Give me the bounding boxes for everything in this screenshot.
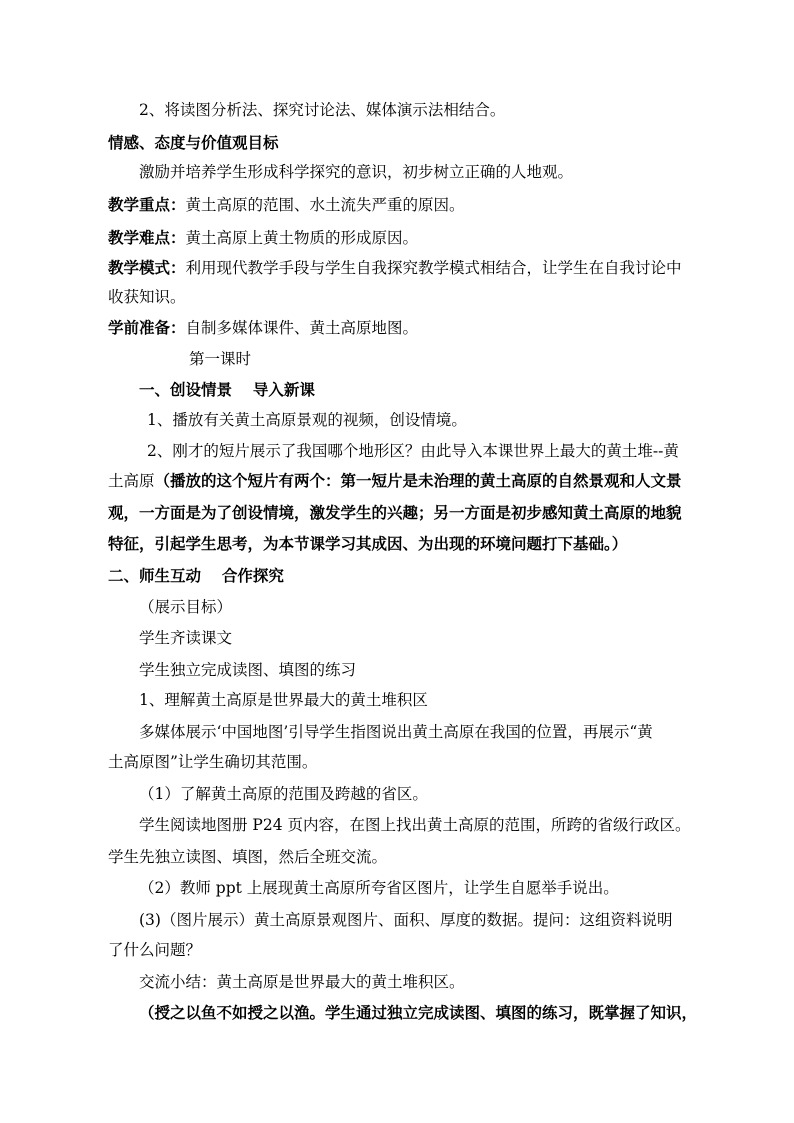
- preparation-label: 学前准备：: [108, 318, 186, 337]
- step-1: 1、播放有关黄土高原景观的视频，创设情境。: [147, 411, 467, 429]
- atlas-reading: 学生阅读地图册 P24 页内容，在图上找出黄土高原的范围，所跨的省级行政区。: [139, 816, 691, 834]
- teaching-difficulty-text: 黄土高原上黄土物质的形成原因。: [185, 229, 419, 247]
- step-2-cont: [108, 471, 708, 491]
- sub-point-1: （1）了解黄土高原的范围及跨越的省区。: [139, 785, 428, 803]
- section-heading-1: 一、创设情景 导入新课: [139, 380, 315, 399]
- step-2-note-cont-2: 特征，引起学生思考，为本节课学习其成因、为出现的环境问题打下基础。）: [108, 534, 628, 553]
- practice: 学生独立完成读图、填图的练习: [139, 661, 357, 679]
- show-goals: （展示目标）: [139, 598, 233, 616]
- closing-note: （授之以鱼不如授之以渔。学生通过独立完成读图、填图的练习，既掌握了知识，: [139, 1003, 698, 1022]
- teaching-focus-text: 黄土高原的范围、水土流失严重的原因。: [185, 196, 465, 214]
- sub-point-3-cont: 了什么问题？: [108, 941, 202, 959]
- section-heading-attitude: 情感、态度与价值观目标: [108, 133, 279, 152]
- teaching-mode: [108, 258, 708, 278]
- teaching-mode-cont: 收获知识。: [108, 288, 186, 306]
- preparation-text: 自制多媒体课件、黄土高原地图。: [185, 319, 419, 337]
- point-1: 1、理解黄土高原是世界最大的黄土堆积区: [139, 691, 428, 709]
- step-2-note-cont-1: 观，一方面是为了创设情境，激发学生的兴趣；另一方面是初步感知黄土高原的地貌: [108, 503, 682, 522]
- teaching-mode-text: 利用现代教学手段与学生自我探究教学模式相结合，让学生在自我讨论中: [185, 259, 682, 277]
- preparation: [108, 318, 708, 338]
- step-2-text: 土高原: [108, 472, 155, 490]
- step-2-note: （播放的这个短片有两个：第一短片是未治理的黄土高原的自然景观和人文景: [154, 471, 682, 490]
- method-item-2: 2、将读图分析法、探究讨论法、媒体演示法相结合。: [139, 101, 506, 119]
- teaching-focus-label: 教学重点：: [108, 195, 186, 214]
- media-display: 多媒体展示‘中国地图’引导学生指图说出黄土高原在我国的位置，再展示“黄: [139, 723, 653, 741]
- attitude-goal: 激励并培养学生形成科学探究的意识，初步树立正确的人地观。: [139, 163, 574, 181]
- teaching-mode-label: 教学模式：: [108, 258, 186, 277]
- summary: 交流小结：黄土高原是世界最大的黄土堆积区。: [139, 973, 465, 991]
- sub-point-3: (3)（图片展示）黄土高原景观图片、面积、厚度的数据。提问：这组资料说明: [139, 911, 673, 929]
- step-2: 2、刚才的短片展示了我国哪个地形区？由此导入本课世界上最大的黄土堆--黄: [147, 442, 679, 460]
- atlas-reading-cont: 学生先独立读图、填图，然后全班交流。: [108, 848, 388, 866]
- media-display-cont: 土高原图”让学生确切其范围。: [108, 753, 318, 771]
- teaching-difficulty-label: 教学难点：: [108, 228, 186, 247]
- lesson-title: 第一课时: [189, 350, 252, 368]
- read-text: 学生齐读课文: [139, 629, 233, 647]
- sub-point-2: （2）教师 ppt 上展现黄土高原所夸省区图片，让学生自愿举手说出。: [139, 879, 619, 897]
- teaching-difficulty: [108, 228, 708, 248]
- teaching-focus: [108, 195, 708, 215]
- section-heading-2: 二、师生互动 合作探究: [108, 566, 284, 585]
